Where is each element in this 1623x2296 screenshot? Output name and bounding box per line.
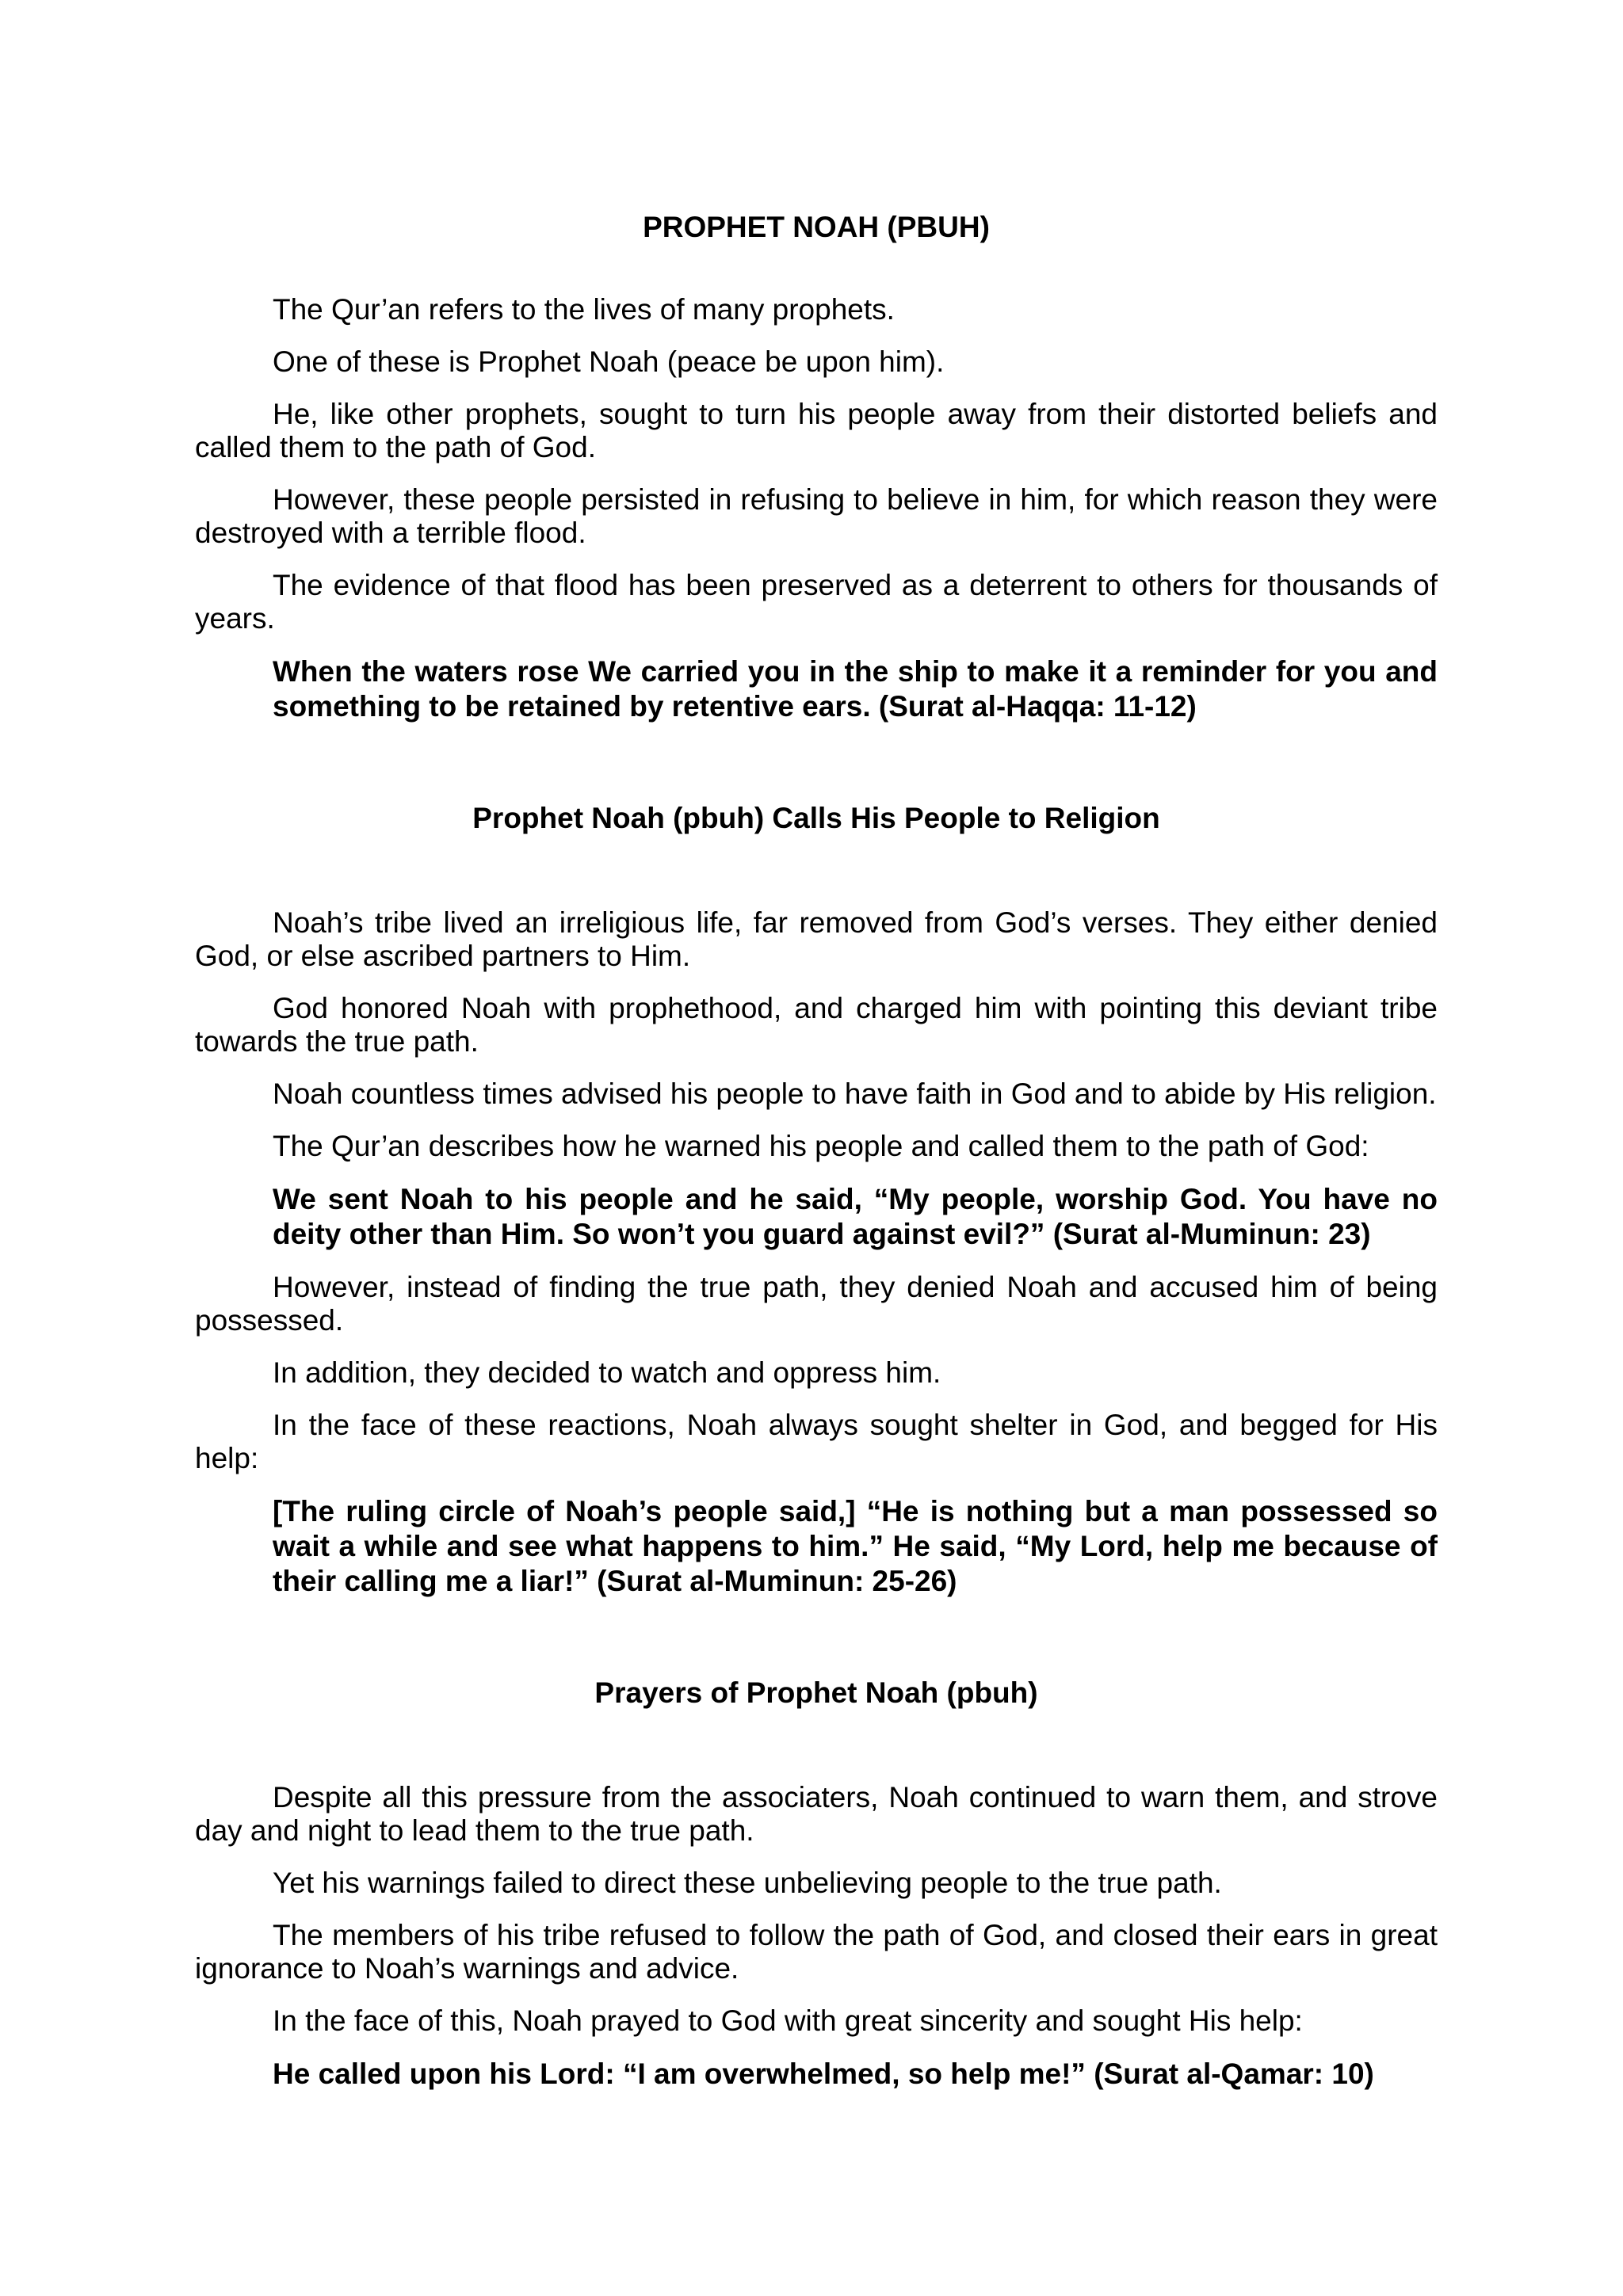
paragraph: One of these is Prophet Noah (peace be upon him). <box>273 345 945 378</box>
verse-quote: [The ruling circle of Noah’s people said,] “He is nothing but a man possessed so wait a while and see what happens to him.” He said, “My Lord, help me because of their calling me a liar!” (Surat al-Muminun: 25-26) <box>273 1495 1438 1597</box>
paragraph: In the face of these reactions, Noah always sought shelter in God, and begged for His help: <box>195 1409 1438 1474</box>
paragraph: The Qur’an describes how he warned his people and called them to the path of God: <box>273 1130 1369 1162</box>
section-heading: Prayers of Prophet Noah (pbuh) <box>594 1676 1038 1709</box>
paragraph: However, these people persisted in refusing to believe in him, for which reason they were destroyed with a terrible flood. <box>195 483 1438 549</box>
paragraph: In addition, they decided to watch and oppress him. <box>273 1356 941 1389</box>
paragraph: The members of his tribe refused to follow the path of God, and closed their ears in great ignorance to Noah’s warnings and advice. <box>195 1919 1438 1985</box>
paragraph: God honored Noah with prophethood, and charged him with pointing this deviant tribe towards the true path. <box>195 992 1438 1058</box>
verse-quote: We sent Noah to his people and he said, “My people, worship God. You have no deity other than Him. So won’t you guard against evil?” (Surat al-Muminun: 23) <box>273 1183 1438 1250</box>
paragraph: The Qur’an refers to the lives of many prophets. <box>273 293 895 326</box>
paragraph: Yet his warnings failed to direct these unbelieving people to the true path. <box>273 1867 1222 1899</box>
verse-quote: When the waters rose We carried you in the ship to make it a reminder for you and something to be retained by retentive ears. (Surat al-Haqqa: 11-12) <box>273 655 1438 723</box>
paragraph: However, instead of finding the true path, they denied Noah and accused him of being possessed. <box>195 1271 1438 1337</box>
section-heading: Prophet Noah (pbuh) Calls His People to Religion <box>472 802 1160 834</box>
paragraph: The evidence of that flood has been preserved as a deterrent to others for thousands of years. <box>195 569 1438 635</box>
paragraph: He, like other prophets, sought to turn his people away from their distorted beliefs and called them to the path of God. <box>195 398 1438 463</box>
paragraph: Noah’s tribe lived an irreligious life, far removed from God’s verses. They either denied God, or else ascribed partners to Him. <box>195 906 1438 972</box>
page-title: PROPHET NOAH (PBUH) <box>643 211 990 243</box>
verse-quote: He called upon his Lord: “I am overwhelmed, so help me!” (Surat al-Qamar: 10) <box>273 2058 1374 2090</box>
paragraph: Noah countless times advised his people to have faith in God and to abide by His religion. <box>273 1077 1437 1110</box>
paragraph: Despite all this pressure from the associaters, Noah continued to warn them, and strove day and night to lead them to the true path. <box>195 1781 1438 1847</box>
paragraph: In the face of this, Noah prayed to God with great sincerity and sought His help: <box>273 2004 1303 2037</box>
